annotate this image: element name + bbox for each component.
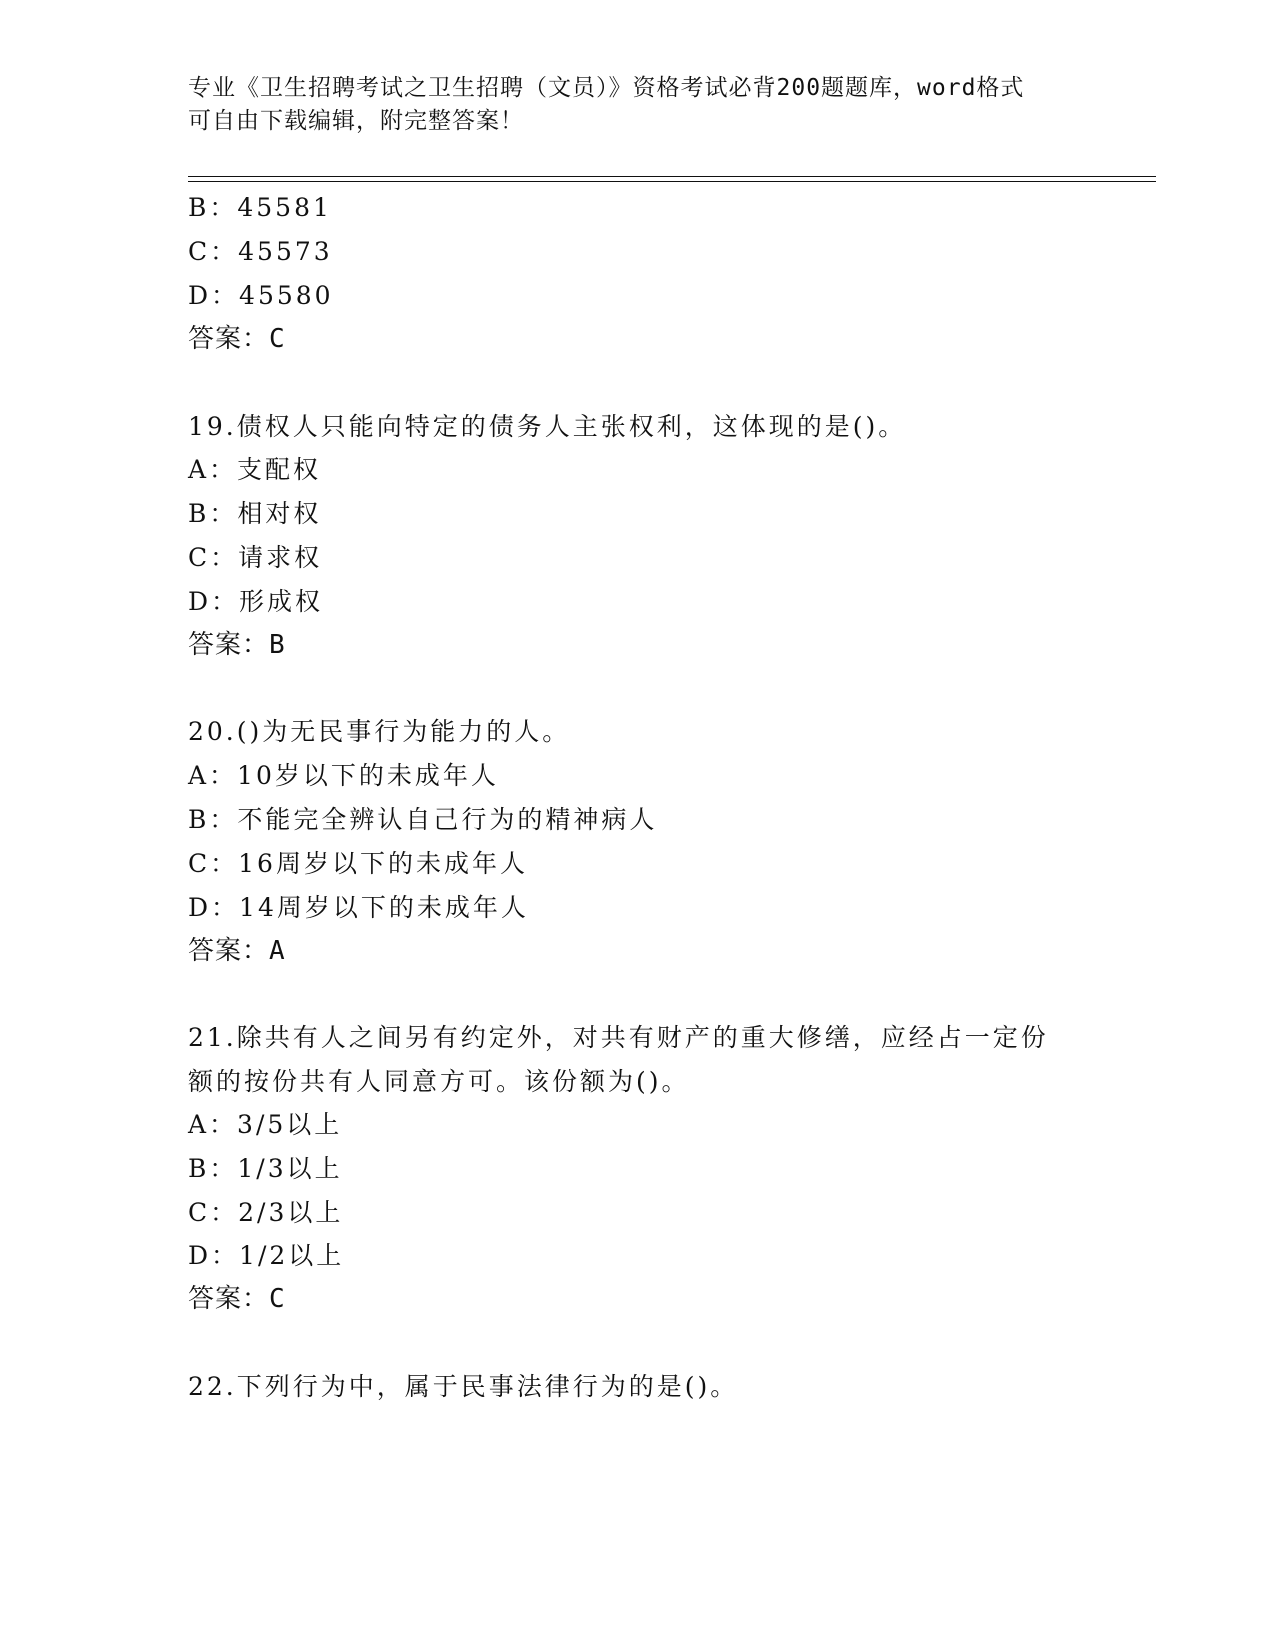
q20-option-c: C：16周岁以下的未成年人 <box>188 849 528 878</box>
q18-option-c: C：45573 <box>188 237 333 266</box>
q22-question: 22.下列行为中，属于民事法律行为的是()。 <box>188 1372 739 1401</box>
q19-question: 19.债权人只能向特定的债务人主张权利，这体现的是()。 <box>188 412 907 441</box>
q21-option-b: B：1/3以上 <box>188 1154 343 1183</box>
q18-answer: 答案：C <box>188 324 286 354</box>
q18-option-b: B：45581 <box>188 193 332 222</box>
header-divider-bottom <box>188 181 1156 182</box>
q20-option-b: B：不能完全辨认自己行为的精神病人 <box>188 805 658 834</box>
q20-option-a: A：10岁以下的未成年人 <box>188 761 499 790</box>
q20-option-d: D：14周岁以下的未成年人 <box>188 893 529 922</box>
q20-answer: 答案：A <box>188 936 286 966</box>
q21-question-line-2: 额的按份共有人同意方可。该份额为()。 <box>188 1067 690 1096</box>
q20-question: 20.()为无民事行为能力的人。 <box>188 717 571 746</box>
q21-option-c: C：2/3以上 <box>188 1198 344 1227</box>
header-line-2: 可自由下载编辑，附完整答案！ <box>188 108 524 134</box>
q19-answer: 答案：B <box>188 630 286 660</box>
q19-option-a: A：支配权 <box>188 455 322 484</box>
q21-question-line-1: 21.除共有人之间另有约定外，对共有财产的重大修缮，应经占一定份 <box>188 1023 1049 1052</box>
q19-option-d: D：形成权 <box>188 587 324 616</box>
q21-option-a: A：3/5以上 <box>188 1110 343 1139</box>
q19-option-c: C：请求权 <box>188 543 323 572</box>
document-header <box>188 72 1068 138</box>
header-line-1: 专业《卫生招聘考试之卫生招聘（文员）》资格考试必背200题题库，word格式 <box>188 75 1025 101</box>
header-divider-top <box>188 176 1156 177</box>
q21-answer: 答案：C <box>188 1284 286 1314</box>
q18-option-d: D：45580 <box>188 281 334 310</box>
q19-option-b: B：相对权 <box>188 499 322 528</box>
q21-option-d: D：1/2以上 <box>188 1241 345 1270</box>
